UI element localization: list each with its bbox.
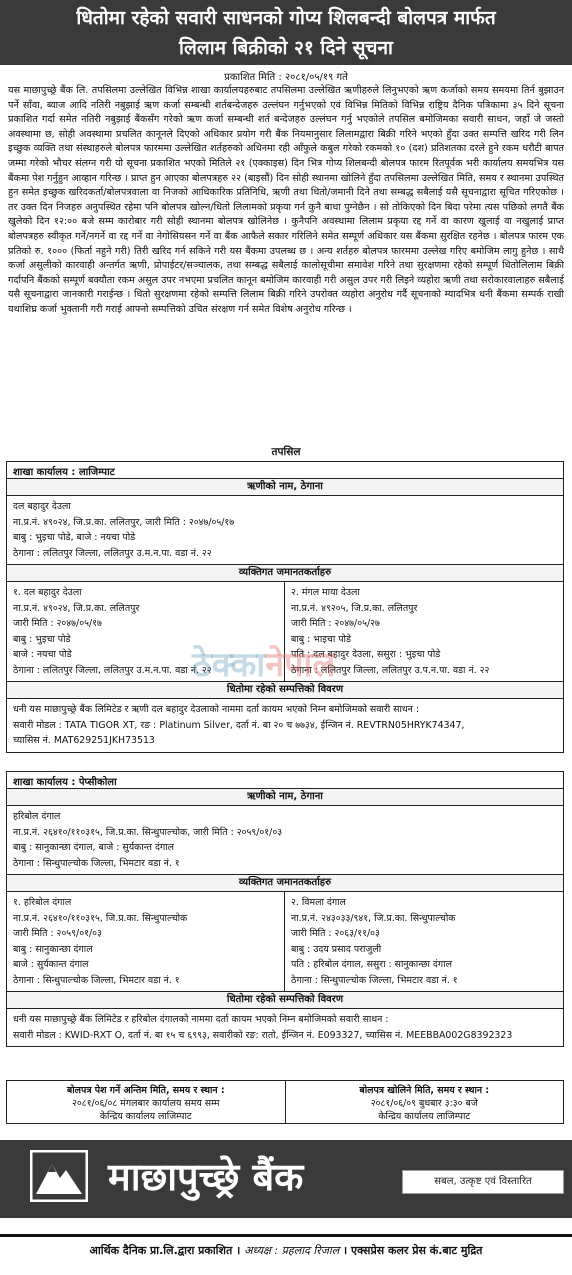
branch1-table (6, 461, 564, 753)
collateral-line: सवारी मोडल : KWID-RXT O, दर्ता नं. बा १५ च ६९९३, सवारीको रङ: रातो, ईन्जिन नं. E093327, च्यासिस नं. MEEBBA002G8392323 (13, 1029, 513, 1041)
guarantor-line: जारी मिति : २०५९/०१/०३ (13, 928, 102, 939)
borrower-family: बाबु : सानुकान्छा दंगाल, बाजे : सुर्यकान्त दंगाल (13, 842, 175, 853)
watermark (192, 640, 335, 686)
collateral-line: धनी यस माछापुच्छ्रे बैंक लिमिटेड र ऋणी दल बहादुर देउलाको नाममा दर्ता कायम भएको निम्न बमोजिमको सवारी साधन : (13, 704, 420, 715)
collateral-heading: धितोमा रहेको सम्पत्तिको विवरण (7, 682, 563, 699)
opening-time: २०८१/०६/०९ बुधबार ३:३० बजे (370, 1098, 478, 1109)
title-band (0, 0, 572, 65)
opening-place: केन्द्रिय कार्यालय लाजिम्पाट (378, 1111, 471, 1122)
footer-sep: । (236, 1244, 245, 1257)
guarantors-heading: व्यक्तिगत जमानतकर्ताहरु (7, 565, 563, 582)
watermark-part2: नेपाल (265, 645, 336, 685)
branch1-collateral (7, 699, 563, 752)
guarantor-line: जारी मिति : २०६३/११/०३ (291, 928, 380, 939)
watermark-part1: ठेक्का (192, 645, 266, 685)
borrower-heading: ऋणीको नाम, ठेगाना (7, 789, 563, 806)
footer-chairman: अध्यक्ष : प्रहलाद रिजाल (244, 1244, 340, 1257)
branch1-borrower (7, 496, 563, 565)
footer-sep: । (343, 1244, 352, 1257)
guarantor-line: १. दल बहादुर देउला (13, 587, 82, 598)
guarantor-line: ना.प्र.नं. ४९२०५, जि.प्र.का. ललितपुर (291, 602, 418, 614)
bank-name: माछापुच्छ्रे बैंक (108, 1155, 304, 1199)
collateral-line: सवारी मोडल : TATA TIGOR XT, रङ : Platinum Silver, दर्ता नं. बा २० च ७७३४, ईन्जिन नं. REVTRN05HRYK74347, (13, 719, 465, 731)
guarantor-line: ठेगाना : ललितपुर जिल्ला, ललितपुर उ.प.न.पा. वडा नं. २२ (291, 664, 490, 676)
opening-title: बोलपत्र खोलिने मिति, समय र स्थान : (359, 1085, 490, 1096)
borrower-heading: ऋणीको नाम, ठेगाना (7, 479, 563, 496)
guarantor-line: २. मंगल माया देउला (291, 587, 360, 598)
branch2-collateral (7, 1009, 563, 1046)
branch2-guarantors (7, 892, 563, 992)
guarantors-heading: व्यक्तिगत जमानतकर्ताहरु (7, 875, 563, 892)
guarantor-line: ठेगाना : ललितपुर जिल्ला, ललितपुर उ.म.न.पा. वडा नं. २२ (13, 664, 212, 676)
notice-title-line1: धितोमा रहेको सवारी साधनको गोप्य शिलबन्दी बोलपत्र मार्फत (76, 7, 496, 29)
footer-printer: एक्सप्रेस कलर प्रेस कं.बाट मुद्रित (351, 1244, 483, 1257)
bank-tagline: सबल, उत्कृष्ट एवं विस्तारित (402, 1170, 564, 1194)
branch1-office: शाखा कार्यालय : लाजिम्पाट (7, 462, 563, 479)
branch2-table (6, 771, 564, 1047)
guarantor-line: ना.प्र.नं. २६४१०/११०३१५, जि.प्र.का. सिन्धुपाल्चोक (13, 912, 188, 924)
borrower-address: ठेगाना : सिन्धुपाल्चोक जिल्ला, भिमटार वडा नं. १ (13, 857, 180, 869)
footer-publisher: आर्थिक दैनिक प्रा.लि.द्वारा प्रकाशित (89, 1244, 233, 1257)
guarantor-line: ठेगाना : सिन्धुपाल्चोक जिल्ला, भिमटार वडा नं. १ (291, 974, 458, 986)
collateral-heading: धितोमा रहेको सम्पत्तिको विवरण (7, 992, 563, 1009)
footer (0, 1243, 572, 1258)
collateral-line: धनी यस माछापुच्छ्रे बैंक लिमिटेड र हरिबोल दंगालको नाममा दर्ता कायम भएको निम्न बमोजिमको सवारी साधन : (13, 1014, 389, 1025)
guarantor-line: पति : हरिबोल दंगाल, ससुरा : सानुकान्छा दंगाल (291, 959, 452, 970)
notice-title-line2: लिलाम बिक्रीको २१ दिने सूचना (179, 37, 393, 59)
guarantor-line: बाबु : उदय प्रसाद पराजुली (291, 943, 382, 955)
borrower-address: ठेगाना : ललितपुर जिल्ला, ललितपुर उ.म.न.पा. वडा नं. २२ (13, 547, 212, 559)
deadlines-box (6, 1080, 564, 1124)
submission-place: केन्द्रिय कार्यालय लाजिम्पाट (99, 1111, 192, 1122)
published-date: प्रकाशित मिति : २०८१/०५/१९ गते (224, 72, 348, 83)
submission-time: २०८१/०६/०८ मंगलबार कार्यालय समय सम्म (71, 1098, 220, 1109)
collateral-line: च्यासिस नं. MAT629251JKH73513 (13, 735, 155, 746)
borrower-name: दल बहादुर देउला (13, 501, 71, 512)
guarantor-line: ना.प्र.नं. २४३०३३/९४१, जि.प्र.का. सिन्धुपाल्चोक (291, 912, 456, 924)
guarantor-1 (7, 892, 285, 991)
borrower-citizenship: ना.प्र.नं. २६४१०/११०३१५, जि.प्र.का. सिन्धुपाल्चोक, जारी मिति : २०५९/०१/०३ (13, 826, 283, 838)
guarantor-line: ठेगाना : सिन्धुपाल्चोक जिल्ला, भिमटार वडा नं. १ (13, 974, 180, 986)
guarantor-line: ना.प्र.नं. ४९०२४, जि.प्र.का. ललितपुर (13, 602, 140, 614)
branch2-borrower (7, 806, 563, 875)
submission-deadline (7, 1081, 286, 1123)
opening-deadline (286, 1081, 564, 1123)
guarantor-line: बाजे : सुर्यकान्त दंगाल (13, 959, 89, 970)
branch2-office: शाखा कार्यालय : पेप्सीकोला (7, 772, 563, 789)
submission-title: बोलपत्र पेश गर्ने अन्तिम मिति, समय र स्थान : (66, 1085, 225, 1096)
notice-body: यस माछापुच्छ्रे बैंक लि. तपसिलमा उल्लेखित विभिन्न शाखा कार्यालयहरुबाट तपसिलमा उल्लेखित ऋणीहरुले लिनुभएको ऋण कर्जाको समय समयमा तिर्न बुझाउन पर्ने साँवा, ब्याज आदि नतिरी नबुझाई ऋण कर्जा सम्बन्धी शर्तबन्देजहरु उल्लंघन गर्नुभएको एवं विभिन्न मितिको विभिन्न राष्ट्रिय दैनिक पत्रिकामा ३५ दिने सूचना प्रकाशित गर्दा समेत नतिरी नबुझाई बैंकसँग गरेको ऋण कर्जा सम्बन्धी शर्त बन्देजहरु उल्लंघन गर्नु भएकोले तपसिल बमोजिमका सवारी साधन, जहाँ जे जस्तो अवस्थामा छ, सोही अवस्थामा प्रचलित कानूनले दिएको अधिकार प्रयोग गरी बैंक नियमानुसार लिलामद्वारा बिक्री गरिने भएको हुँदा उक्त सम्पत्ति खरिद गरी लिन इच्छुक व्यक्ति तथा संस्थाहरुले बोलपत्र फारममा उल्लेखित शर्तहरुको अधिनमा रही आँफुले कबुल गरेको रकमको १० (दश) प्रतिशतका दरले हुने रकम धरौटी बापत जम्मा गरेको भौचर संलग्न गरी यो सूचना प्रकाशित भएको मितिले २१ (एक्काइस) दिन भित्र गोप्य शिलबन्दी बोलपत्र फारम रितपूर्वक भरी कार्यालय समयभित्र यस बैंकमा पेश गर्नुहुन आव्हान गरिन्छ । प्राप्त हुन आएका बोलपत्रहरु २२ (बाइसौं) दिन सोही स्थानमा खोलिने हुँदा तपसिलमा उल्लेखित मिति, समय र स्थानमा उपस्थित हुन समेत इच्छुक खरिदकर्ता/बोलपत्रवाला वा निजको आधिकारिक प्रतिनिधि, ऋणी तथा धितो/जमानी दिने तथा सम्बद्ध सबैलाई यसै सूचनाद्वारा सूचित गरिएकोछ । तर उक्त दिन निजहरु अनुपस्थित रहेमा पनि बोलपत्र खोल्न/धितो लिलामको प्रकृया गर्न कुनै बाधा पुग्नेछैन । सो तोकिएको दिन बिदा परेमा त्यस पछिको लगतै बैंक खुलेको दिन १२:०० बजे सम्म कारोबार गरी सोही स्थानमा बोलपत्र खोलिनेछ । कुनैपनि अवस्थामा लिलाम प्रकृया रद्द गर्ने वा कारण खुलाई वा नखुलाई प्राप्त बोलपत्रहरु स्वीकृत गर्ने/नगर्ने वा रद्द गर्ने वा नेगोसियसन गर्ने वा बैंक आफैले सकार गरिलिने समेत सम्पूर्ण अधिकार यस बैंकमा सुरक्षित रहनेछ । बोलपत्र फारम एक प्रतिको रु. १००० (फिर्ता नहुने गरी) तिरी खरिद गर्न सकिने गरी यस बैंकमा उपलब्ध छ । अन्य शर्तहरु बोलपत्र फारममा उल्लेख गरिए बमोजिम लागु हुनेछ । साथै कर्जा असुलीको कारवाही अन्तर्गत ऋणी, प्रोपाईटर/सञ्चालक, तथा सम्बद्ध सबैलाई कालोसूचीमा समावेश गरिने तथा सुरक्षणमा रहेको सम्पूर्ण धितोलिलाम बिक्री गर्दापनि बैंकको सम्पूर्ण बक्यौता रकम असुल उपर नभएमा प्रचलित कानून बमोजिम कारवाही गरी असुल उपर गरी लिइने व्यहोरा ऋणी तथा सरोकारवालाहरु सबैलाई यसै सूचनाद्वारा जानकारी गराईन्छ । धितो सुरक्षणमा रहेको सम्पत्ति लिलाम बिक्री गरिने उपरोक्त व्यहोरा अनुरोध गर्दै सूचनाको म्यादभित्र धनी बैंकमा सम्पर्क राखी यथाशिघ्र कर्जा भुक्तानी गरी गराई आफ्नो सम्पत्तिको उचित संरक्षण गर्न समेत विशेष अनुरोध गरिन्छ । (8, 85, 564, 315)
guarantor-line: १. हरिबोल दंगाल (13, 897, 72, 908)
borrower-family: बाबु : भुइचा पोडे, बाजे : नयचा पोडे (13, 532, 136, 543)
guarantor-line: बाबु : सानुकान्छा दंगाल (13, 943, 93, 955)
guarantor-line: जारी मिति : २०४७/०५/१७ (13, 618, 102, 629)
guarantor-2 (285, 892, 563, 991)
borrower-name: हरिबोल दंगाल (13, 811, 61, 822)
footer-divider (0, 1234, 572, 1237)
guarantor-line: बाजे : नयचा पोडे (13, 649, 72, 660)
guarantor-line: बाबु : भाइचा पोडे (291, 633, 352, 645)
tapsil-label: तपसिल (271, 446, 301, 458)
guarantor-line: जारी मिति : २०४७/०५/२७ (291, 618, 380, 629)
guarantor-line: २. विमला दंगाल (291, 897, 346, 908)
bank-band (0, 1140, 572, 1218)
bank-logo-icon (30, 1150, 88, 1202)
guarantor-line: पति : दल बहादुर देउला, ससुरा : भुइचा पोडे (291, 649, 441, 660)
guarantor-line: बाबु : भुइचा पोडे (13, 633, 71, 645)
borrower-citizenship: ना.प्र.नं. ४९०२४, जि.प्र.का. ललितपुर, जारी मिति : २०४७/०५/१७ (13, 516, 235, 528)
